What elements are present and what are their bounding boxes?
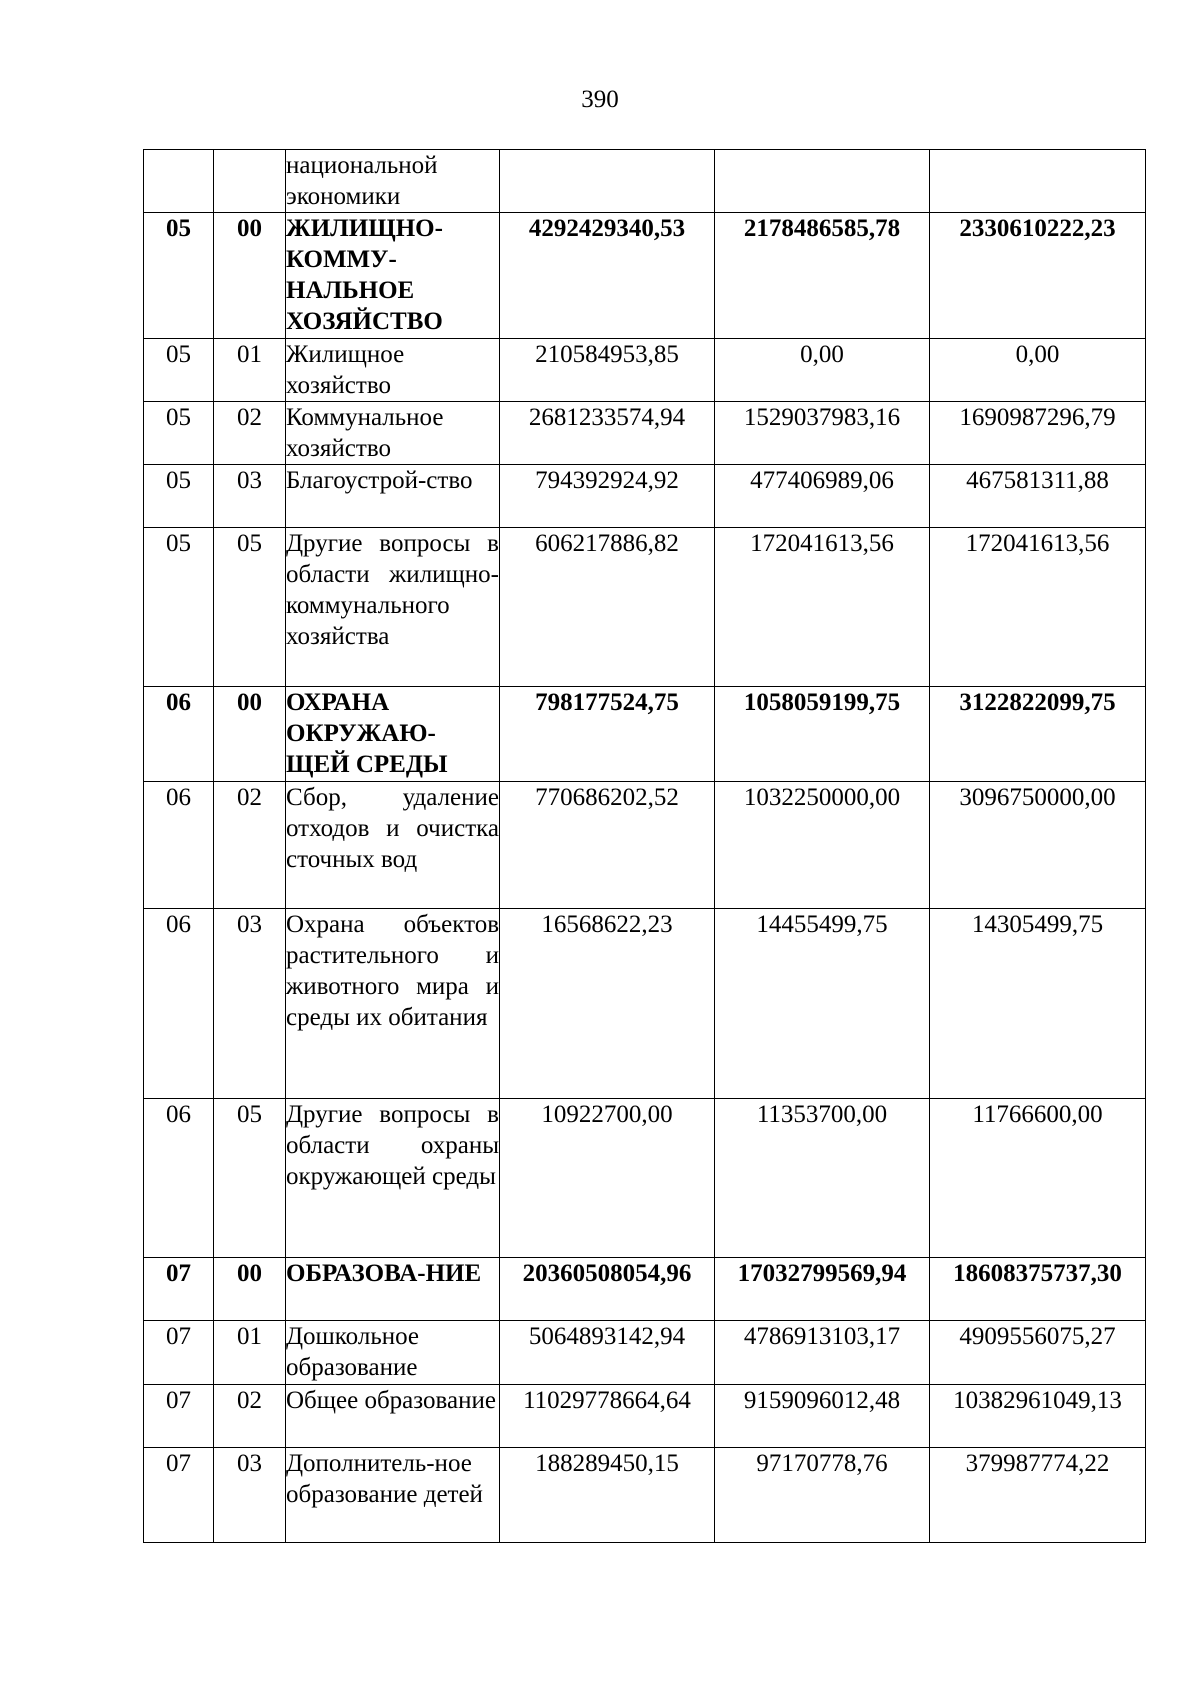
section-code: 06 [144, 1099, 214, 1258]
item-name: Коммунальное хозяйство [286, 402, 500, 465]
amount-year-1: 16568622,23 [500, 909, 715, 1099]
section-code: 06 [144, 687, 214, 782]
subsection-code: 01 [214, 1321, 286, 1385]
table-row [144, 1258, 1146, 1321]
table-row [144, 1448, 1146, 1543]
amount-year-2: 4786913103,17 [715, 1321, 930, 1385]
table-row [144, 1099, 1146, 1258]
section-code: 07 [144, 1258, 214, 1321]
amount-year-3: 10382961049,13 [930, 1385, 1146, 1448]
amount-year-1: 188289450,15 [500, 1448, 715, 1543]
amount-year-2 [715, 150, 930, 213]
subsection-code: 03 [214, 909, 286, 1099]
amount-year-1: 11029778664,64 [500, 1385, 715, 1448]
amount-year-3: 4909556075,27 [930, 1321, 1146, 1385]
table-row [144, 909, 1146, 1099]
amount-year-3: 467581311,88 [930, 465, 1146, 528]
amount-year-3: 0,00 [930, 339, 1146, 402]
amount-year-2: 172041613,56 [715, 528, 930, 687]
subsection-code: 03 [214, 1448, 286, 1543]
table-row [144, 465, 1146, 528]
amount-year-1: 10922700,00 [500, 1099, 715, 1258]
amount-year-1: 798177524,75 [500, 687, 715, 782]
subsection-code: 00 [214, 687, 286, 782]
page-number: 390 [581, 86, 619, 113]
amount-year-3: 379987774,22 [930, 1448, 1146, 1543]
amount-year-3 [930, 150, 1146, 213]
section-code: 05 [144, 213, 214, 339]
amount-year-1 [500, 150, 715, 213]
amount-year-3: 1690987296,79 [930, 402, 1146, 465]
table-row [144, 687, 1146, 782]
amount-year-1: 4292429340,53 [500, 213, 715, 339]
subsection-code: 01 [214, 339, 286, 402]
amount-year-2: 1058059199,75 [715, 687, 930, 782]
subsection-code: 00 [214, 1258, 286, 1321]
amount-year-2: 2178486585,78 [715, 213, 930, 339]
amount-year-3: 3096750000,00 [930, 782, 1146, 909]
section-code: 07 [144, 1448, 214, 1543]
table-row [144, 1321, 1146, 1385]
section-code: 05 [144, 465, 214, 528]
amount-year-3: 18608375737,30 [930, 1258, 1146, 1321]
subsection-code [214, 150, 286, 213]
table-row [144, 402, 1146, 465]
subsection-code: 00 [214, 213, 286, 339]
amount-year-2: 1529037983,16 [715, 402, 930, 465]
item-name: Дополнитель-ное образование детей [286, 1448, 500, 1543]
amount-year-1: 606217886,82 [500, 528, 715, 687]
item-name: ОХРАНА ОКРУЖАЮ-ЩЕЙ СРЕДЫ [286, 687, 500, 782]
item-name: Дошкольное образование [286, 1321, 500, 1385]
amount-year-1: 2681233574,94 [500, 402, 715, 465]
subsection-code: 05 [214, 1099, 286, 1258]
budget-table [143, 149, 1146, 1543]
amount-year-3: 11766600,00 [930, 1099, 1146, 1258]
section-code [144, 150, 214, 213]
item-name: Охрана объектов растительного и животного мира и среды их обитания [286, 909, 500, 1099]
amount-year-1: 210584953,85 [500, 339, 715, 402]
amount-year-1: 5064893142,94 [500, 1321, 715, 1385]
amount-year-2: 9159096012,48 [715, 1385, 930, 1448]
subsection-code: 02 [214, 402, 286, 465]
table-row [144, 782, 1146, 909]
item-name: Благоустрой-ство [286, 465, 500, 528]
amount-year-3: 2330610222,23 [930, 213, 1146, 339]
item-name: Другие вопросы в области охраны окружающей среды [286, 1099, 500, 1258]
item-name: ОБРАЗОВА-НИЕ [286, 1258, 500, 1321]
section-code: 06 [144, 909, 214, 1099]
amount-year-3: 3122822099,75 [930, 687, 1146, 782]
section-code: 07 [144, 1385, 214, 1448]
amount-year-2: 97170778,76 [715, 1448, 930, 1543]
amount-year-1: 794392924,92 [500, 465, 715, 528]
subsection-code: 03 [214, 465, 286, 528]
amount-year-3: 172041613,56 [930, 528, 1146, 687]
section-code: 05 [144, 528, 214, 687]
amount-year-2: 477406989,06 [715, 465, 930, 528]
amount-year-2: 14455499,75 [715, 909, 930, 1099]
item-name: Сбор, удаление отходов и очистка сточных вод [286, 782, 500, 909]
amount-year-1: 20360508054,96 [500, 1258, 715, 1321]
table-row [144, 150, 1146, 213]
item-name: Общее образование [286, 1385, 500, 1448]
subsection-code: 02 [214, 782, 286, 909]
section-code: 05 [144, 402, 214, 465]
table-row [144, 1385, 1146, 1448]
item-name: национальной экономики [286, 150, 500, 213]
table-row [144, 213, 1146, 339]
item-name: Другие вопросы в области жилищно-коммунального хозяйства [286, 528, 500, 687]
item-name: ЖИЛИЩНО-КОММУ-НАЛЬНОЕ ХОЗЯЙСТВО [286, 213, 500, 339]
subsection-code: 02 [214, 1385, 286, 1448]
amount-year-1: 770686202,52 [500, 782, 715, 909]
amount-year-2: 11353700,00 [715, 1099, 930, 1258]
section-code: 05 [144, 339, 214, 402]
item-name: Жилищное хозяйство [286, 339, 500, 402]
amount-year-2: 17032799569,94 [715, 1258, 930, 1321]
table-row [144, 339, 1146, 402]
amount-year-2: 0,00 [715, 339, 930, 402]
amount-year-3: 14305499,75 [930, 909, 1146, 1099]
section-code: 06 [144, 782, 214, 909]
section-code: 07 [144, 1321, 214, 1385]
table-row [144, 528, 1146, 687]
subsection-code: 05 [214, 528, 286, 687]
amount-year-2: 1032250000,00 [715, 782, 930, 909]
